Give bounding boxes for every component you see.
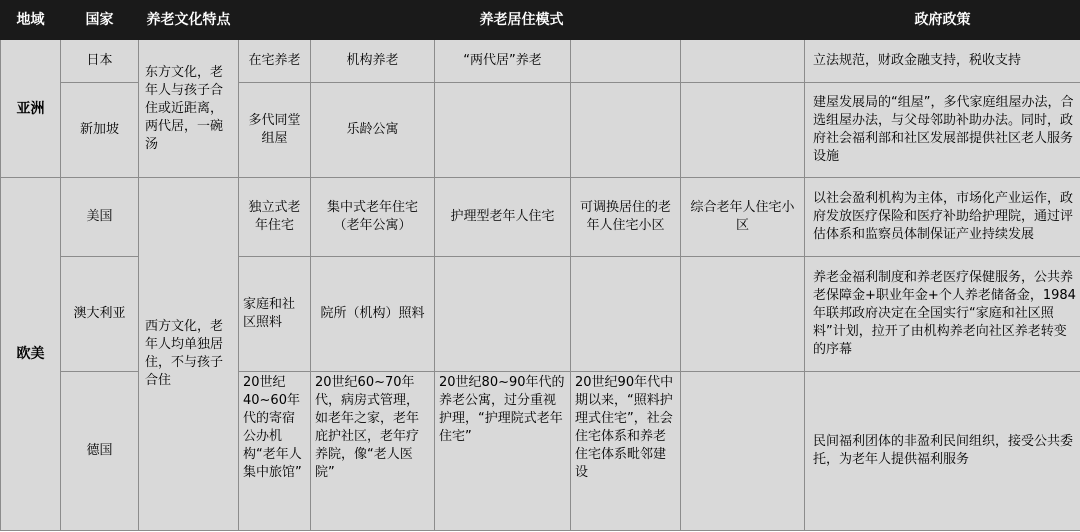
mode-cell: 院所（机构）照料: [311, 257, 435, 372]
header-region: 地域: [1, 1, 61, 40]
region-asia: 亚洲: [1, 40, 61, 178]
header-policy: 政府政策: [805, 1, 1080, 40]
mode-cell: 集中式老年住宅（老年公寓）: [311, 178, 435, 257]
mode-cell: [435, 83, 571, 178]
header-culture: 养老文化特点: [139, 1, 239, 40]
mode-cell: [681, 83, 805, 178]
mode-cell: 综合老年人住宅小区: [681, 178, 805, 257]
mode-cell: 护理型老年人住宅: [435, 178, 571, 257]
mode-cell: [681, 372, 805, 531]
table-row-japan: [1, 40, 1080, 83]
country-singapore: 新加坡: [61, 83, 139, 178]
region-west: 欧美: [1, 178, 61, 531]
mode-cell: 可调换居住的老年人住宅小区: [571, 178, 681, 257]
policy-australia: 养老金福利制度和养老医疗保健服务，公共养老保障金+职业年金+个人养老储备金，1984年联邦政府决定在全国实行“家庭和社区照料”计划，拉开了由机构养老向社区养老转变的序幕: [805, 257, 1080, 372]
header-country: 国家: [61, 1, 139, 40]
policy-japan: 立法规范，财政金融支持，税收支持: [805, 40, 1080, 83]
country-usa: 美国: [61, 178, 139, 257]
mode-cell: [681, 257, 805, 372]
mode-cell: 在宅养老: [239, 40, 311, 83]
mode-cell: [571, 40, 681, 83]
table-row-usa: [1, 178, 1080, 257]
mode-cell: 20世纪60~70年代，病房式管理，如老年之家，老年庇护社区，老年疗养院，像“老人医院”: [311, 372, 435, 531]
mode-cell: [571, 83, 681, 178]
mode-cell: [571, 257, 681, 372]
header-mode: 养老居住模式: [239, 1, 805, 40]
mode-cell: 家庭和社区照料: [239, 257, 311, 372]
policy-germany: 民间福利团体的非盈利民间组织，接受公共委托，为老年人提供福利服务: [805, 372, 1080, 531]
mode-cell: “两代居”养老: [435, 40, 571, 83]
country-germany: 德国: [61, 372, 139, 531]
mode-cell: 机构养老: [311, 40, 435, 83]
header-row: [1, 1, 1080, 40]
country-japan: 日本: [61, 40, 139, 83]
mode-cell: 乐龄公寓: [311, 83, 435, 178]
mode-cell: 独立式老年住宅: [239, 178, 311, 257]
culture-west: 西方文化，老年人均单独居住，不与孩子合住: [139, 178, 239, 531]
culture-asia: 东方文化，老年人与孩子合住或近距离，两代居，一碗汤: [139, 40, 239, 178]
mode-cell: [681, 40, 805, 83]
policy-singapore: 建屋发展局的“组屋”，多代家庭组屋办法，合选组屋办法，与父母邻助补助办法。同时，政府社会福利部和社区发展部提供社区老人服务设施: [805, 83, 1080, 178]
mode-cell: 20世纪40~60年代的寄宿公办机构“老年人集中旅馆”: [239, 372, 311, 531]
mode-cell: 20世纪90年代中期以来，“照料护理式住宅”，社会住宅体系和养老住宅体系毗邻建设: [571, 372, 681, 531]
mode-cell: 多代同堂组屋: [239, 83, 311, 178]
mode-cell: [435, 257, 571, 372]
country-australia: 澳大利亚: [61, 257, 139, 372]
mode-cell: 20世纪80~90年代的养老公寓，过分重视护理，“护理院式老年住宅”: [435, 372, 571, 531]
policy-usa: 以社会盈利机构为主体，市场化产业运作，政府发放医疗保险和医疗补助给护理院，通过评估体系和监察员体制保证产业持续发展: [805, 178, 1080, 257]
